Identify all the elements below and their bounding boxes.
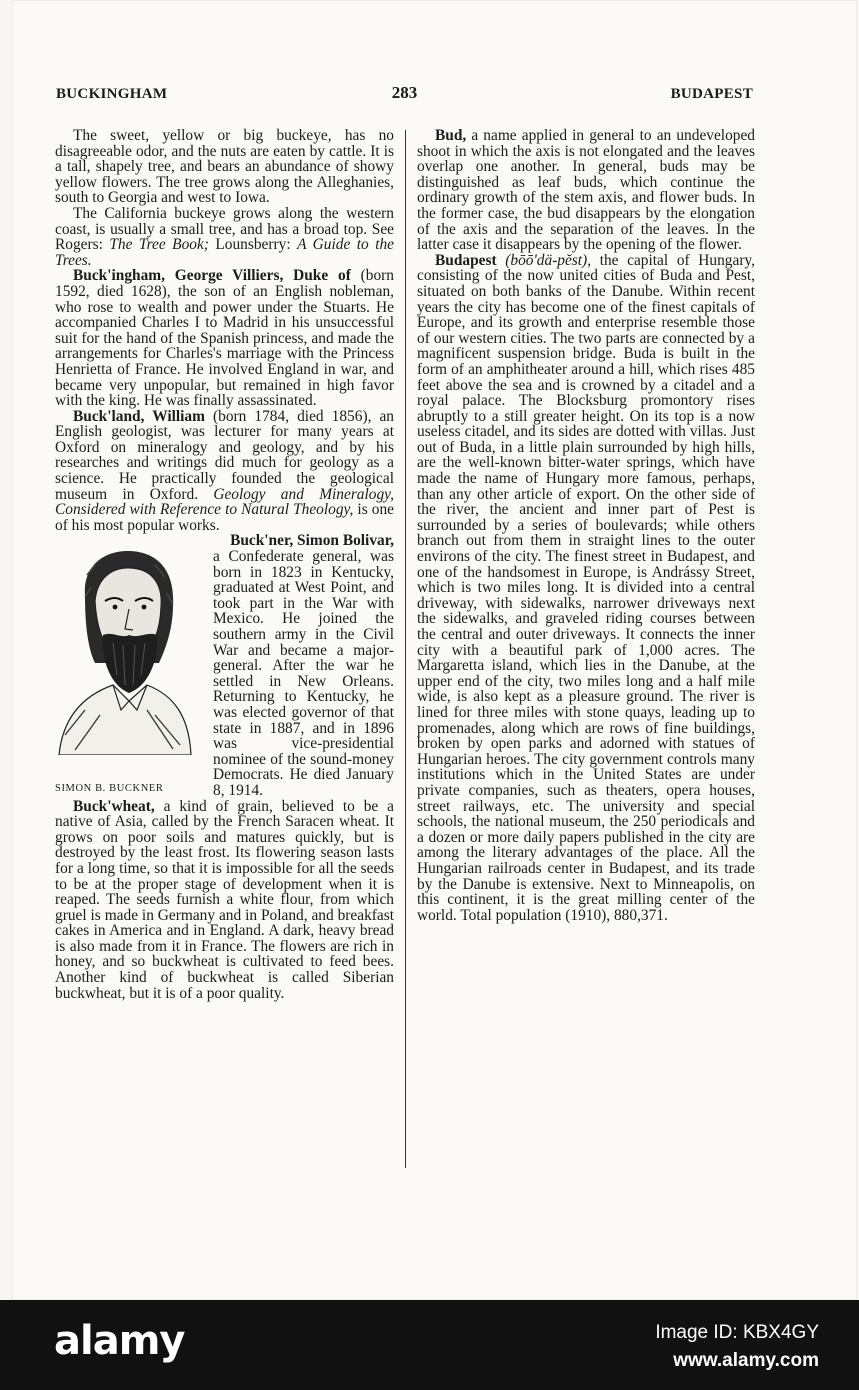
alamy-logo: alamy <box>54 1318 185 1364</box>
paragraph-buckeye-california <box>55 206 394 268</box>
book-title-guide-to-trees: A Guide to the Trees. <box>55 236 395 269</box>
entry-body-buckland: (born 1784, died 1856), an English geologist, was lecturer for many years at Oxford on mineralogy and geology, and by his researches and writings did much for geology as a science. He practically founded the geological museum in Oxford. <box>55 407 395 503</box>
image-id-label: Image ID: KBX4GY <box>655 1322 819 1343</box>
entry-body-budapest: , the capital of Hungary, consisting of the now united cities of Buda and Pest, situated on both banks of the Danube. Within recent years the city has become one of the finest capitals of Europe, and its growth and enterprise resemble those of our western cities. The two parts are connected by a magnificent suspension bridge. Buda is built in the form of an amphitheater around a hill, which rises 485 feet above the sea and is crowned by a citadel and a royal palace. The Blocksburg promontory rises abruptly to a still greater height. On its top is a now useless citadel, and its sides are dotted with villas. Just out of Buda, in a little plain surrounded by high hills, are the well-known bitter-water springs, which have made the name of Hungary more famous, perhaps, than any other article of export. On the other side of the river, the ancient and inner part of Pest is surrounded by a series of boulevards; while others branch out from them in straight lines to the outer environs of the city. The finest street in Budapest, and one of the handsomest in Europe, is Andrássy Street, which is two miles long. It is divided into a central driveway, with sidewalks, narrower driveways next the sidewalks, and graveled riding courses between the central and outer driveways. It connects the inner city with a beautiful park of 1,000 acres. The Margaretta island, which lies in the Danube, at the upper end of the city, two miles long and a half mile wide, is also kept as a pleasure ground. The river is lined for three miles with stone quays, leading up to promenades, along which are rows of fine buildings, broken by open parks and adorned with statues of Hungarian heroes. The city government controls many institutions which in the United States are under private companies, such as theaters, opera houses, street railways, etc. The university and special schools, the national museum, the 250 periodicals and a dozen or more daily papers published in the city are among the literary advantages of the place. All the Hungarian railroads center in Budapest, and its trade by the Danube is extensive. Next to Minneapolis, on this continent, it is the great milling center of the world. Total population (1910), 880,371. <box>417 251 755 924</box>
entry-body-bud: a name applied in general to an undeveloped shoot in which the axis is not elongated and the leaves overlap one another. In general, buds may be distinguished as leaf buds, which continue the ordinary growth of the stem axis, and flower buds. In the former case, the bud disappears by the elongation of the axis and the separation of the leaves. In the latter case it disappears by the opening of the flower. <box>417 127 755 254</box>
entry-body-buckner: a Confederate general, was born in 1823 in Kentucky, graduated at West Point, and took part in the War with Mexico. He joined the southern army in the Civil War and became a major-general. After the war he settled in New Orleans. Returning to Kentucky, he was elected governor of that state in 1887, and in 1896 was vice-presidential nominee of the sound-money Democrats. He died January 8, 1914. <box>213 548 394 799</box>
portrait-caption: SIMON B. BUCKNER <box>55 783 164 795</box>
entry-heading-bud: Bud, <box>435 127 467 144</box>
entry-tail-buckland: is one of his most popular works. <box>55 501 394 534</box>
entry-heading-buckner: Buck'ner, Simon Bolivar, <box>230 532 394 550</box>
entry-heading-buckwheat: Buck'wheat, <box>73 797 155 815</box>
column-divider <box>405 130 406 1168</box>
entry-buckingham <box>55 268 394 408</box>
portrait-engraving <box>55 535 193 755</box>
entry-budapest <box>417 253 755 924</box>
entry-heading-budapest: Budapest <box>435 251 497 269</box>
buckeye-text-c: Lounsberry: <box>208 236 298 254</box>
paragraph-buckeye-sweet: The sweet, yellow or big buckeye, has no disagreeable odor, and the nuts are eaten by cattle. It is a tall, shapely tree, and bears an abundance of showy yellow flowers. The tree grows along the Alleghanies, south to Georgia and west to Iowa. <box>55 127 394 207</box>
pronunciation-budapest: (bōō'dä-pĕst) <box>505 251 588 269</box>
buckeye-text-a: The California buckeye grows along the western coast, is usually a small tree, and has a broad top. See Rogers: <box>55 204 394 254</box>
book-title-geology: Geology and Mineralogy, Considered with Reference to Natural Theology, <box>55 485 395 519</box>
left-column <box>55 128 394 1001</box>
stock-site-url: www.alamy.com <box>673 1350 819 1371</box>
right-column <box>417 128 755 923</box>
entry-heading-buckingham: Buck'ingham, George Villiers, Duke of <box>73 267 351 285</box>
entry-bud <box>417 128 755 253</box>
running-head <box>56 83 753 110</box>
page-number: 283 <box>391 83 418 102</box>
book-title-tree-book: The Tree Book; <box>109 236 209 254</box>
running-head-left: BUCKINGHAM <box>56 86 168 102</box>
running-head-right: BUDAPEST <box>670 86 753 102</box>
entry-body-buckingham: (born 1592, died 1628), the son of an English nobleman, who rose to wealth and power under the Stuarts. He accompanied Charles I to Madrid in his unsuccessful suit for the hand of the Spanish princess, and made the arrangements for Charles's marriage with the Princess Henrietta of France. He involved England in war, and became very unpopular, but remained in high favor with the king. He was finally assassinated. <box>55 267 394 410</box>
entry-body-buckwheat: a kind of grain, believed to be a native of Asia, called by the French Saracen wheat. It grows on poor soils and matures quickly, but is destroyed by the least frost. Its flowering season lasts for a long time, so that it is impossible for all the seeds to be at the proper stage of development when it is reaped. The seeds furnish a white flour, from which gruel is made in Germany and in Poland, and breakfast cakes in America and in England. A dark, heavy bread is also made from it in France. The flowers are rich in honey, and so buckwheat is cultivated to feed bees. Another kind of buckwheat is called Siberian buckwheat, but it is of a poor quality. <box>55 797 394 1002</box>
entry-heading-buckland: Buck'land, William <box>73 407 205 425</box>
buckner-portrait-block <box>55 549 394 799</box>
entry-buckland <box>55 409 394 534</box>
portrait-figure <box>55 535 207 797</box>
entry-buckwheat <box>55 799 394 1002</box>
